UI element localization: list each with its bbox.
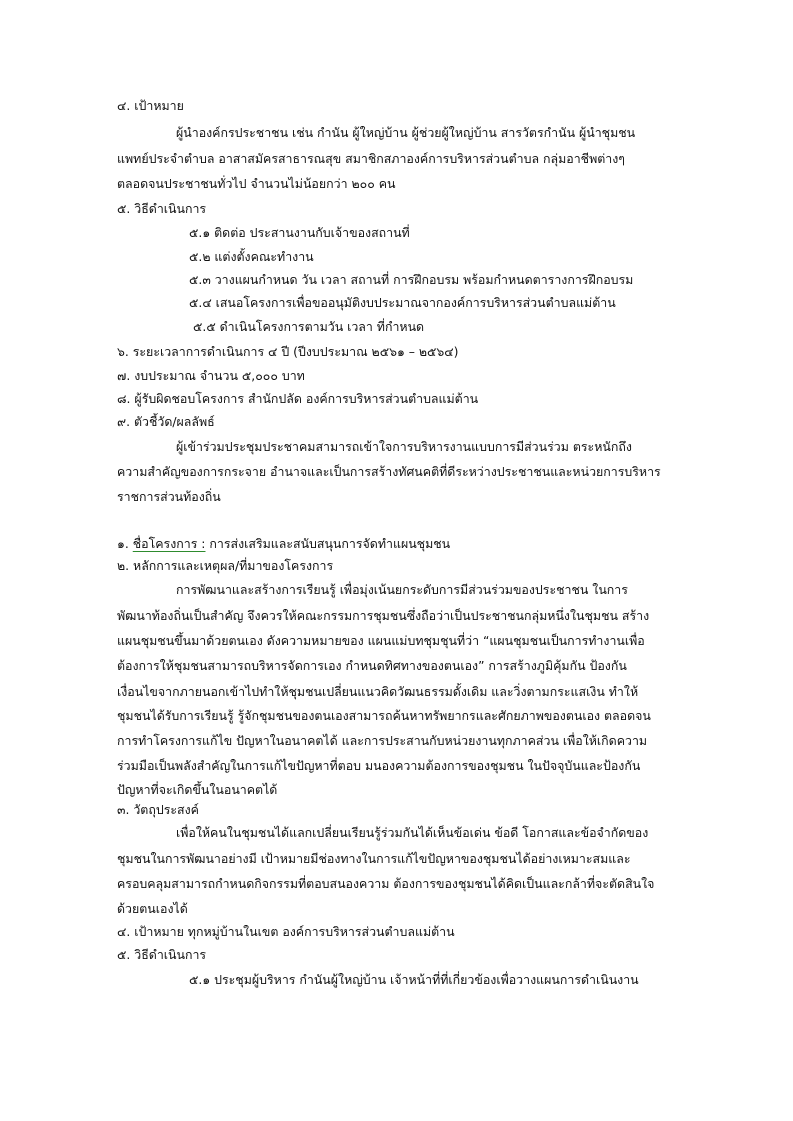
paragraph-line: การทำโครงการแก้ไข ปัญหาในอนาคตได้ และการประสานกับหน่วยงานทุกภาคส่วน เพื่อให้เกิดความ xyxy=(117,733,648,748)
paragraph-line: การพัฒนาและสร้างการเรียนรู้ เพื่อมุ่งเน้นยกระดับการมีส่วนร่วมของประชาชน ในการ xyxy=(176,582,628,597)
paragraph-line: แพทย์ประจำตำบล อาสาสมัครสาธารณสุข สมาชิกสภาองค์การบริหารส่วนตำบล กลุ่มอาชีพต่างๆ xyxy=(117,151,625,166)
section-responsible: ๘. ผู้รับผิดชอบโครงการ สำนักปลัด องค์การบริหารส่วนตำบลแม่ต้าน xyxy=(117,391,479,406)
section-heading-rationale: ๒. หลักการและเหตุผล/ที่มาของโครงการ xyxy=(117,558,334,573)
section-heading-method: ๕. วิธีดำเนินการ xyxy=(117,201,207,216)
paragraph-line: เพื่อให้คนในชุมชนได้แลกเปลี่ยนเรียนรู้ร่วมกันได้เห็นข้อเด่น ข้อดี โอกาสและข้อจำกัดของ xyxy=(176,825,649,840)
paragraph-line: ผู้นำองค์กรประชาชน เช่น กำนัน ผู้ใหญ่บ้าน ผู้ช่วยผู้ใหญ่บ้าน สารวัตรกำนัน ผู้นำชุมชน xyxy=(176,125,636,140)
list-item: ๕.๔ เสนอโครงการเพื่อขออนุมัติงบประมาณจากองค์การบริหารส่วนตำบลแม่ต้าน xyxy=(189,295,616,310)
paragraph-line: ความสำคัญของการกระจาย อำนาจและเป็นการสร้างทัศนคติที่ดีระหว่างประชาชนและหน่วยการบริหาร xyxy=(117,464,661,479)
section-heading-method-2: ๕. วิธีดำเนินการ xyxy=(117,947,207,962)
paragraph-line: พัฒนาท้องถิ่นเป็นสำคัญ จึงควรให้คณะกรรมการชุมชนซึ่งถือว่าเป็นประชาชนกลุ่มหนึ่งในชุมชน สร้าง xyxy=(117,608,650,623)
paragraph-line: ผู้เข้าร่วมประชุมประชาคมสามารถเข้าใจการบริหารงานแบบการมีส่วนร่วม ตระหนักถึง xyxy=(176,439,632,454)
project-name-value: การส่งเสริมและสนับสนุนการจัดทำแผนชุมชน xyxy=(205,536,451,551)
paragraph-line: ตลอดจนประชาชนทั่วไป จำนวนไม่น้อยกว่า ๒๐๐ คน xyxy=(117,176,396,191)
paragraph-line: แผนชุมชนขึ้นมาด้วยตนเอง ดังความหมายของ แผนแม่บทชุมชุนที่ว่า “แผนชุมชนเป็นการทำงานเพื่อ xyxy=(117,633,645,648)
paragraph-line: ราชการส่วนท้องถิ่น xyxy=(117,489,221,504)
paragraph-line: ครอบคลุมสามารถกำหนดกิจกรรมที่ตอบสนองความ ต้องการของชุมชนได้คิดเป็นและกล้าที่จะตัดสินใจ xyxy=(117,876,655,891)
project-title-line xyxy=(117,535,450,553)
list-item: ๕.๑ ประชุมผู้บริหาร กำนันผู้ใหญ่บ้าน เจ้าหน้าที่ที่เกี่ยวข้องเพื่อวางแผนการดำเนินงาน xyxy=(189,972,639,987)
project-name-label: ชื่อโครงการ : xyxy=(132,536,206,551)
paragraph-line: ชุมชนในการพัฒนาอย่างมี เป้าหมายมีช่องทางในการแก้ไขปัญหาของชุมชนได้อย่างเหมาะสมและ xyxy=(117,851,631,866)
list-item: ๕.๕ ดำเนินโครงการตามวัน เวลา ที่กำหนด xyxy=(193,319,425,334)
list-item: ๕.๓ วางแผนกำหนด วัน เวลา สถานที่ การฝึกอบรม พร้อมกำหนดตารางการฝึกอบรม xyxy=(189,272,634,287)
paragraph-line: เงื่อนไขจากภายนอกเข้าไปทำให้ชุมชนเปลี่ยนแนวคิดวัฒนธรรมดั้งเดิม และวิ่งตามกระแสเงิน ทำให้ xyxy=(117,684,639,699)
paragraph-line: ชุมชนได้รับการเรียนรู้ รู้จักชุมชนของตนเองสามารถค้นหาทรัพยากรและศักยภาพของตนเอง ตลอดจน xyxy=(117,708,651,723)
list-item: ๕.๒ แต่งตั้งคณะทำงาน xyxy=(189,249,314,264)
section-heading-target: ๔. เป้าหมาย xyxy=(117,98,184,113)
paragraph-line: ด้วยตนเองได้ xyxy=(117,901,188,916)
section-heading-objectives: ๓. วัตถุประสงค์ xyxy=(117,802,199,817)
section-duration: ๖. ระยะเวลาการดำเนินการ ๔ ปี (ปีงบประมาณ ๒๕๖๑ – ๒๕๖๔) xyxy=(117,344,459,359)
section-heading-indicators: ๙. ตัวชี้วัด/ผลลัพธ์ xyxy=(117,414,215,429)
paragraph-line: ร่วมมือเป็นพลังสำคัญในการแก้ไขปัญหาที่ตอบ มนองความต้องการของชุมชน ในปัจจุบันและป้องกัน xyxy=(117,758,641,773)
paragraph-line: ต้องการให้ชุมชนสามารถบริหารจัดการเอง กำหนดทิศทางของตนเอง” การสร้างภูมิคุ้มกัน ป้องกัน xyxy=(117,658,627,673)
project-number: ๑. xyxy=(117,536,133,551)
section-budget: ๗. งบประมาณ จำนวน ๕,๐๐๐ บาท xyxy=(117,368,305,383)
paragraph-line: ปัญหาที่จะเกิดขึ้นในอนาคตได้ xyxy=(117,782,278,797)
list-item: ๕.๑ ติดต่อ ประสานงานกับเจ้าของสถานที่ xyxy=(189,225,410,240)
section-target: ๔. เป้าหมาย ทุกหมู่บ้านในเขต องค์การบริหารส่วนตำบลแม่ต้าน xyxy=(117,924,455,939)
